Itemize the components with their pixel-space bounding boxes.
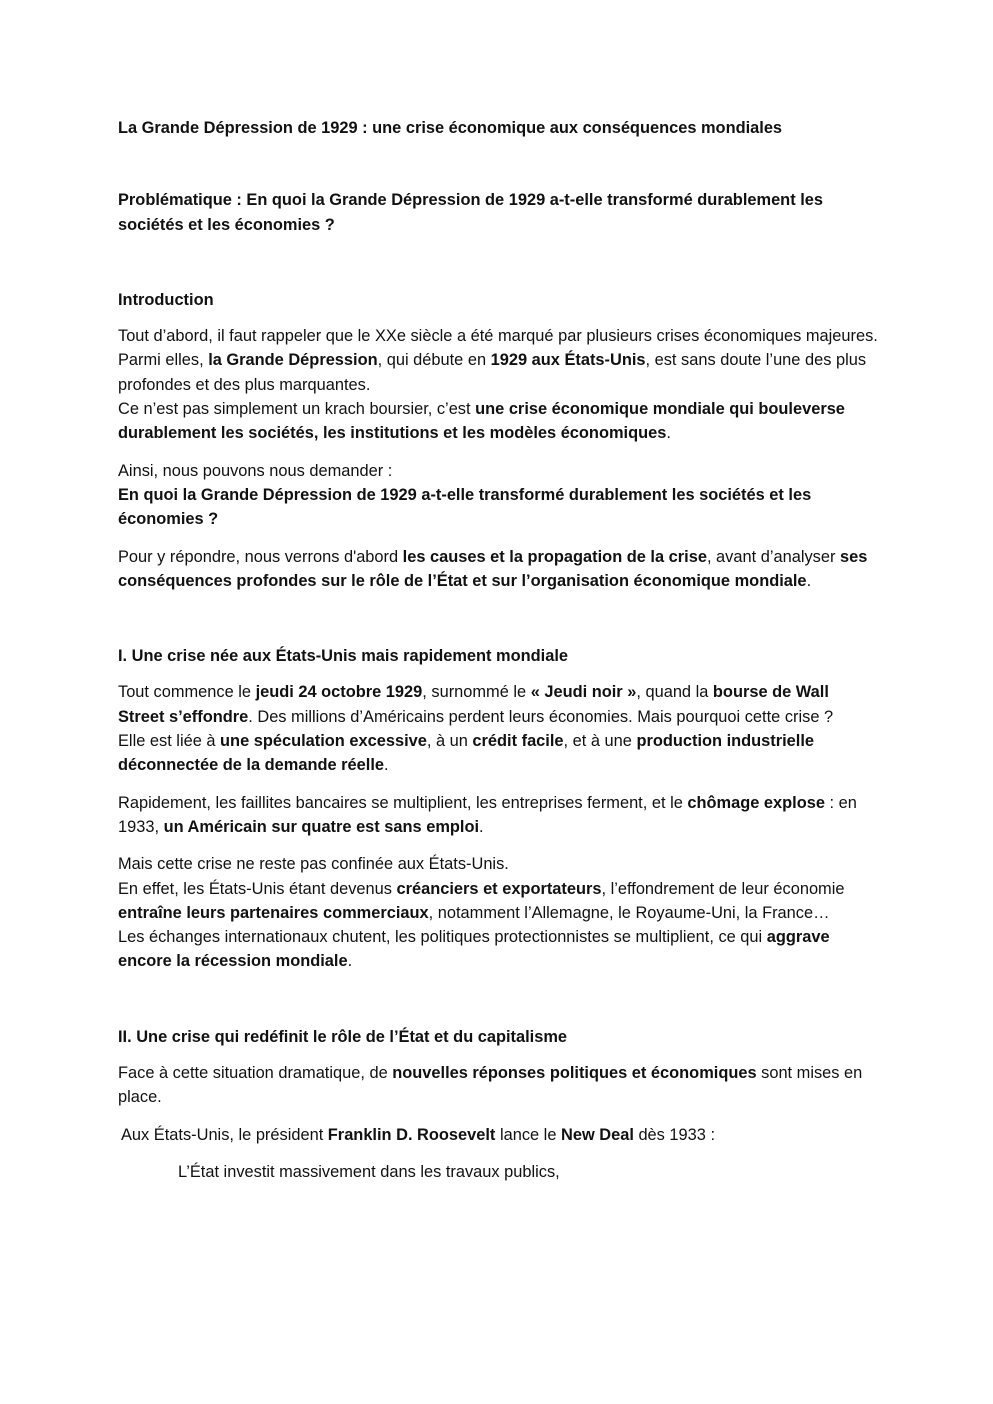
text-run: Ce n’est pas simplement un krach boursier, c’est [118,400,476,419]
bold-run: les causes et la propagation de la crise [402,547,707,566]
bold-run: ses conséquences profondes sur le rôle de l’État et sur l’organisation économique mondiale [118,547,868,590]
bold-run: créanciers et exportateurs [396,879,602,898]
bold-run: un Américain sur quatre est sans emploi [163,817,480,836]
text-run: , avant d’analyser [706,547,840,566]
bold-run: crédit facile [472,732,564,751]
text-run: Tout d’abord, il faut rappeler que le XXe siècle a été marqué par plusieurs crises économiques majeures. Parmi elles, [118,327,878,370]
bold-run: bourse de Wall Street s’effondre [118,683,829,726]
bold-run: « Jeudi noir » [530,683,637,702]
bold-run: 1929 aux États-Unis [490,351,646,370]
text-run: , et à une [563,732,637,751]
text-run: , quand la [636,683,713,702]
text-run: . [347,952,353,971]
text-run: Les échanges internationaux chutent, les politiques protectionnistes se multiplient, ce qui [118,928,767,947]
text-run: , est sans doute l’une des plus profondes et des plus marquantes. [118,351,867,394]
document-page [118,116,878,1184]
bold-run: nouvelles réponses politiques et économiques [392,1064,757,1083]
section-2-paragraph-2 [118,1123,878,1147]
text-run: dès 1933 : [633,1125,715,1144]
bold-run: Franklin D. Roosevelt [327,1125,496,1144]
text-run: . Des millions d’Américains perdent leurs économies. Mais pourquoi cette crise ? [248,707,834,726]
section-1-heading: I. Une crise née aux États-Unis mais rapidement mondiale [118,647,568,666]
text-run: : en 1933, [118,793,857,836]
text-run: Tout commence le [118,683,256,702]
text-run: Face à cette situation dramatique, de [118,1064,393,1083]
intro-heading: Introduction [118,290,214,309]
text-run: , notamment l’Allemagne, le Royaume-Uni, la France… [428,903,830,922]
intro-paragraph-2 [118,459,878,532]
text-run: Rapidement, les faillites bancaires se multiplient, les entreprises ferment, et le [118,793,688,812]
intro-paragraph-1 [118,324,878,445]
text-run: , l’effondrement de leur économie [601,879,845,898]
intro-paragraph-3 [118,545,878,594]
text-run: . [384,756,389,775]
text-run: sont mises en place. [118,1064,863,1107]
bold-run: jeudi 24 octobre 1929 [255,683,423,702]
bold-run: En quoi la Grande Dépression de 1929 a-t-elle transformé durablement les sociétés et les économies ? [118,485,812,529]
section-1-paragraph-3 [118,852,878,973]
text-run: Mais cette crise ne reste pas confinée aux États-Unis. [118,855,509,874]
text-run: . [806,571,812,590]
section-1-paragraph-1 [118,680,878,777]
text-run: Elle est liée à [118,732,221,751]
text-run: Aux États-Unis, le président [121,1125,328,1144]
text-run: , qui débute en [377,351,491,370]
text-run: lance le [495,1125,561,1144]
section-2-list-item: L’État investit massivement dans les travaux publics, [178,1162,560,1181]
text-run: . [479,817,484,836]
problematique: Problématique : En quoi la Grande Dépression de 1929 a-t-elle transformé durablement les sociétés et les économies ? [118,191,823,234]
text-run: . [666,424,671,443]
bold-run: une crise économique mondiale qui bouleverse durablement les sociétés, les institutions et les modèles économiques [118,400,845,443]
bold-run: entraîne leurs partenaires commerciaux [118,903,429,922]
bold-run: New Deal [561,1125,634,1144]
bold-run: une spéculation excessive [220,732,427,751]
text-run: Pour y répondre, nous verrons d'abord [118,547,403,566]
bold-run: production industrielle déconnectée de la demande réelle [118,732,815,775]
section-1-paragraph-2 [118,791,878,840]
document-title: La Grande Dépression de 1929 : une crise économique aux conséquences mondiales [118,119,783,137]
section-2-heading: II. Une crise qui redéfinit le rôle de l’État et du capitalisme [118,1027,568,1046]
bold-run: chômage explose [687,793,825,812]
bold-run: aggrave encore la récession mondiale [118,928,830,971]
text-run: , surnommé le [422,683,531,702]
text-run: Ainsi, nous pouvons nous demander : [118,461,393,480]
text-run: En effet, les États-Unis étant devenus [118,879,397,898]
bold-run: la Grande Dépression [208,351,378,370]
section-2-paragraph-1 [118,1061,878,1110]
text-run: , à un [426,732,473,751]
